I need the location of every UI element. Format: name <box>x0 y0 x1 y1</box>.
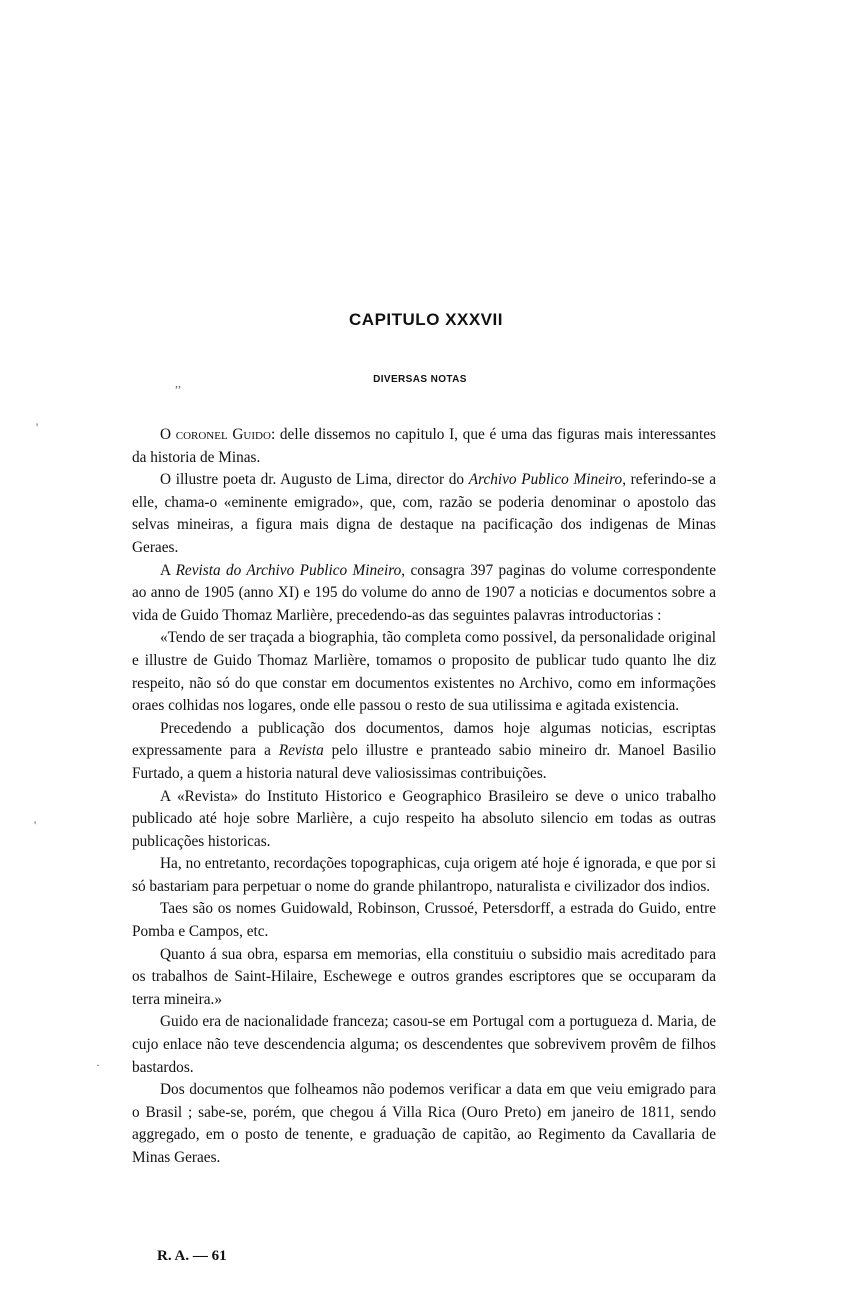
paragraph <box>132 424 716 469</box>
italic-title: Revista do Archivo Publico Mineiro <box>175 561 402 579</box>
print-speck: ,, <box>175 376 181 390</box>
paragraph: Quanto á sua obra, esparsa em memorias, ella constituiu o subsidio mais acreditado para os trabalhos de Saint-Hilaire, Eschewege e outros grandes escriptores que se occuparam da terra mineira.» <box>132 945 716 1008</box>
paragraph-text: : delle dissemos no capitulo I, que é uma das figuras mais interessantes da historia de Minas. <box>132 426 716 466</box>
body-text <box>132 424 716 1170</box>
paragraph <box>132 560 716 628</box>
page-footer: R. A. — 61 <box>157 1248 227 1264</box>
section-title: DIVERSAS NOTAS <box>373 374 467 385</box>
print-speck: ' <box>34 818 37 832</box>
italic-title: Revista <box>278 742 324 760</box>
print-speck: · <box>96 1058 100 1072</box>
paragraph-text: Precedendo a publicação dos documentos, damos hoje algumas noticias, escriptas expressamente para a <box>132 719 716 760</box>
paragraph: Guido era de nacionalidade franceza; casou-se em Portugal com a portugueza d. Maria, de cujo enlace não teve descendencia alguma; os descendentes que sobrevivem provêm de filhos bastardos. <box>132 1013 716 1076</box>
paragraph: Dos documentos que folheamos não podemos verificar a data em que veiu emigrado para o Brasil ; sabe-se, porém, que chegou á Villa Rica (Ouro Preto) em janeiro de 1811, sendo aggregado, em o posto de tenente, e graduação de capitão, ao Regimento da Cavallaria de Minas Geraes. <box>132 1081 716 1166</box>
paragraph: Taes são os nomes Guidowald, Robinson, Crussoé, Petersdorff, a estrada do Guido, entre Pomba e Campos, etc. <box>132 900 716 941</box>
paragraph: «Tendo de ser traçada a biographia, tão completa como possivel, da personalidade original e illustre de Guido Thomaz Marlière, tomamos o proposito de publicar tudo quanto lhe diz respeito, não só do que constar em documentos existentes no Archivo, como em informações oraes colhidas nos logares, onde elle passou o resto de sua utilissima e agitada existencia. <box>132 629 716 715</box>
paragraph-text: , referindo-se a elle, chama-o «eminente emigrado», que, com, razão se poderia denominar o apostolo das selvas mineiras, a figura mais digna de destaque na pacificação dos indigenas de Minas Geraes. <box>132 471 717 556</box>
paragraph: A «Revista» do Instituto Historico e Geographico Brasileiro se deve o unico trabalho publicado até hoje sobre Marlière, a cujo respeito ha absoluto silencio em todas as outras publicações historicas. <box>132 787 716 850</box>
paragraph <box>132 469 716 559</box>
paragraph-text: A <box>160 561 176 579</box>
paragraph-text: pelo illustre e pranteado sabio mineiro dr. Manoel Basilio Furtado, a quem a historia natural deve valiosissimas contribuições. <box>132 742 717 782</box>
chapter-title: CAPITULO XXXVII <box>349 310 503 329</box>
print-speck: ' <box>36 420 39 434</box>
paragraph-text: O illustre poeta dr. Augusto de Lima, director do <box>160 471 469 489</box>
paragraph-lead: O coronel Guido <box>160 426 271 443</box>
paragraph-text: , consagra 397 paginas do volume correspondente ao anno de 1905 (anno XI) e 195 do volume do anno de 1907 a noticias e documentos sobre a vida de Guido Thomaz Marlière, precedendo-as das seguintes palavras introductorias : <box>132 561 716 624</box>
paragraph <box>132 718 716 786</box>
paragraph: Ha, no entretanto, recordações topographicas, cuja origem até hoje é ignorada, e que por si só bastariam para perpetuar o nome do grande philantropo, naturalista e civilizador dos indios. <box>132 855 716 895</box>
italic-title: Archivo Publico Mineiro <box>468 471 623 489</box>
